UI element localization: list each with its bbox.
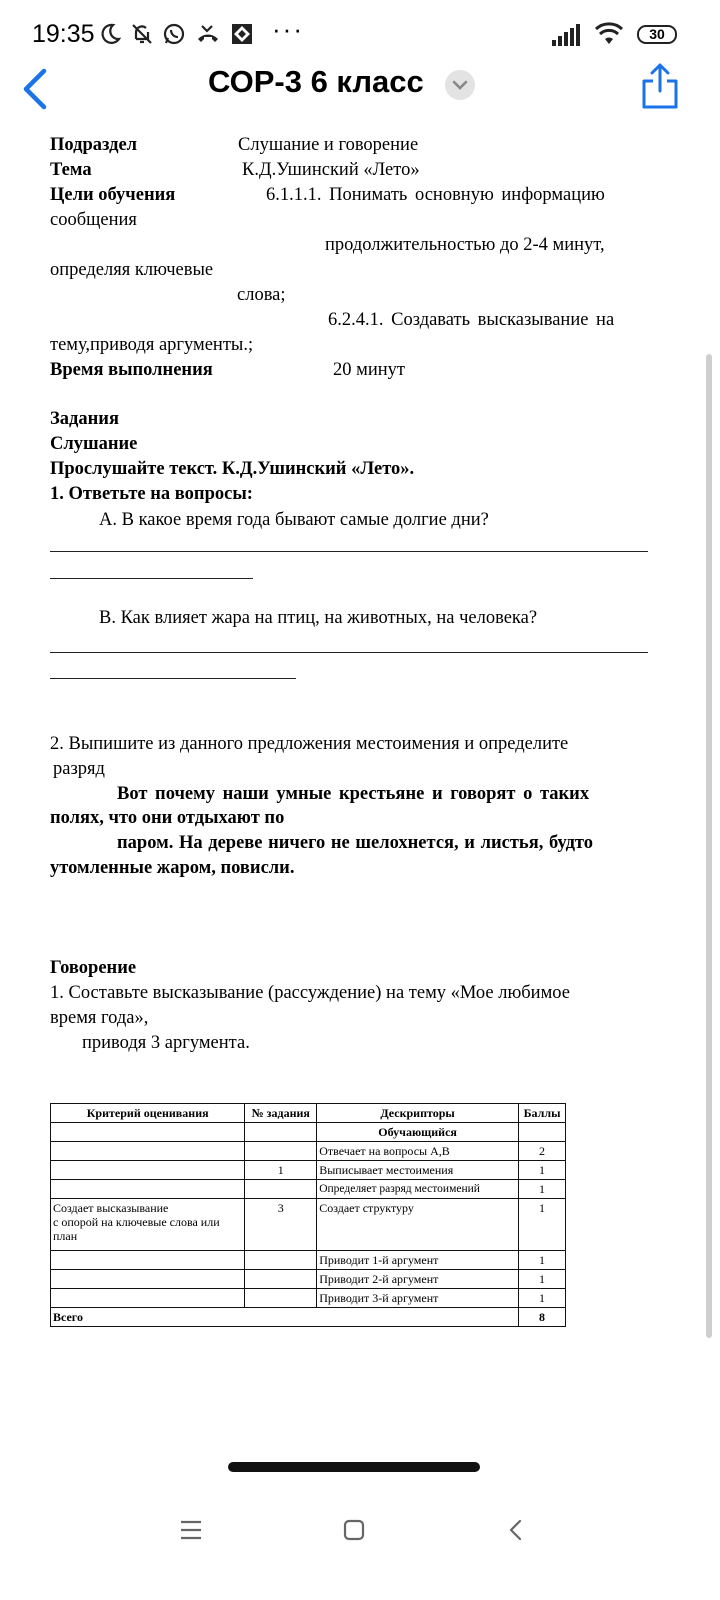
descriptor-cell: Выписывает местоимения	[317, 1161, 519, 1180]
task-cell	[245, 1180, 317, 1199]
table-row	[51, 1161, 566, 1180]
signal-icon	[552, 24, 586, 46]
battery-icon: 30	[637, 25, 677, 44]
missed-call-icon	[196, 22, 220, 46]
table-row	[51, 1142, 566, 1161]
header-descriptors: Дескрипторы	[317, 1104, 519, 1123]
table-row	[51, 1289, 566, 1308]
table-row	[51, 1180, 566, 1199]
question2-text-cont: разряд	[53, 759, 105, 779]
back-button[interactable]	[14, 63, 58, 115]
criterion-cell	[51, 1161, 245, 1180]
table-cell	[245, 1123, 317, 1142]
document-page	[0, 124, 720, 1468]
criterion-cell	[51, 1289, 245, 1308]
subheader-students: Обучающийся	[317, 1123, 519, 1142]
share-button[interactable]	[640, 61, 680, 111]
points-cell: 1	[519, 1180, 566, 1199]
goal1-text: 6.1.1.1. Понимать основную информацию	[266, 185, 605, 205]
criterion-cell	[51, 1180, 245, 1199]
answer-line	[50, 652, 648, 653]
table-total-row	[51, 1308, 566, 1327]
answer-line	[50, 578, 253, 579]
header-criterion: Критерий оценивания	[51, 1104, 245, 1123]
goal1-text-cont: продолжительностью до 2-4 минут,	[325, 235, 605, 255]
chevron-down-icon[interactable]	[445, 70, 475, 100]
wifi-icon	[594, 22, 624, 46]
table-row	[51, 1251, 566, 1270]
table-row	[51, 1270, 566, 1289]
descriptor-cell: Приводит 3-й аргумент	[317, 1289, 519, 1308]
system-nav-bar	[0, 1474, 720, 1600]
descriptor-cell: Определяет разряд местоимений	[317, 1180, 519, 1199]
header-task: № задания	[245, 1104, 317, 1123]
speaking-task-cont: время года»,	[50, 1008, 149, 1028]
table-cell	[51, 1123, 245, 1142]
points-cell: 1	[519, 1251, 566, 1270]
table-row	[51, 1199, 566, 1251]
table-cell	[519, 1123, 566, 1142]
points-cell: 1	[519, 1161, 566, 1180]
points-cell: 1	[519, 1289, 566, 1308]
question2-text: 2. Выпишите из данного предложения местоимения и определите	[50, 734, 569, 754]
moon-icon	[98, 22, 122, 46]
total-label: Всего	[51, 1308, 519, 1327]
topic-label: Тема	[50, 160, 92, 180]
listening-instruction: Прослушайте текст. К.Д.Ушинский «Лето».	[50, 459, 415, 479]
speaking-heading: Говорение	[50, 958, 137, 978]
status-time: 19:35	[32, 20, 95, 48]
app-bar	[0, 55, 720, 123]
criteria-table	[50, 1103, 566, 1327]
menu-icon[interactable]	[171, 1510, 211, 1550]
bell-off-icon	[130, 22, 154, 46]
goals-label: Цели обучения	[50, 185, 176, 205]
goal2-text: 6.2.4.1. Создавать высказывание на	[328, 310, 615, 330]
descriptor-cell: Приводит 1-й аргумент	[317, 1251, 519, 1270]
speaking-task-cont: приводя 3 аргумента.	[82, 1033, 250, 1053]
listening-heading: Слушание	[50, 434, 138, 454]
quote-sentence-cont: паром. На дереве ничего не шелохнется, и листья, будто	[117, 833, 594, 853]
answer-line	[50, 678, 296, 679]
quote-sentence-cont: утомленные жаром, повисли.	[50, 858, 295, 878]
status-bar	[0, 0, 720, 60]
whatsapp-icon	[162, 22, 186, 46]
descriptor-cell: Создает структуру	[317, 1199, 519, 1251]
time-value: 20 минут	[333, 360, 405, 380]
goal1-text-cont: определяя ключевые	[50, 260, 214, 280]
time-label: Время выполнения	[50, 360, 213, 380]
points-cell: 1	[519, 1270, 566, 1289]
task-cell: 1	[245, 1161, 317, 1180]
speaking-task: 1. Составьте высказывание (рассуждение) на тему «Мое любимое	[50, 983, 570, 1003]
back-triangle-icon[interactable]	[496, 1510, 536, 1550]
criterion-cell	[51, 1251, 245, 1270]
criterion-cell	[51, 1142, 245, 1161]
table-header-row	[51, 1104, 566, 1123]
question1-title: 1. Ответьте на вопросы:	[50, 484, 253, 504]
quote-sentence-cont: полях, что они отдыхают по	[50, 808, 285, 828]
descriptor-cell: Отвечает на вопросы А,В	[317, 1142, 519, 1161]
points-cell: 1	[519, 1199, 566, 1251]
question1-a: А. В какое время года бывают самые долгие дни?	[99, 510, 489, 530]
task-cell	[245, 1142, 317, 1161]
descriptor-cell: Приводит 2-й аргумент	[317, 1270, 519, 1289]
document-title: СОР-3 6 класс	[208, 64, 424, 99]
document-scrollbar[interactable]	[706, 354, 712, 1338]
task-cell	[245, 1289, 317, 1308]
task-cell: 3	[245, 1199, 317, 1251]
criterion-cell: Создает высказывание с опорой на ключевые слова или план	[51, 1199, 245, 1251]
task-cell	[245, 1270, 317, 1289]
goal2-text-cont: тему,приводя аргументы.;	[50, 335, 254, 355]
topic-value: К.Д.Ушинский «Лето»	[242, 160, 420, 180]
task-cell	[245, 1251, 317, 1270]
table-subheader-row	[51, 1123, 566, 1142]
question1-b: В. Как влияет жара на птиц, на животных, на человека?	[99, 608, 538, 628]
points-cell: 2	[519, 1142, 566, 1161]
criterion-cell	[51, 1270, 245, 1289]
home-indicator[interactable]	[228, 1462, 480, 1472]
app-icon	[230, 22, 254, 46]
goal1-text-cont: сообщения	[50, 210, 137, 230]
total-points: 8	[519, 1308, 566, 1327]
subsection-label: Подраздел	[50, 135, 138, 155]
square-home-icon[interactable]	[334, 1510, 374, 1550]
more-dots-icon: ···	[272, 14, 304, 44]
quote-sentence: Вот почему наши умные крестьяне и говорят о таких	[117, 784, 590, 804]
tasks-heading: Задания	[50, 409, 119, 429]
goal1-text-cont: слова;	[237, 285, 286, 305]
header-points: Баллы	[519, 1104, 566, 1123]
subsection-value: Слушание и говорение	[238, 135, 419, 155]
answer-line	[50, 551, 648, 552]
